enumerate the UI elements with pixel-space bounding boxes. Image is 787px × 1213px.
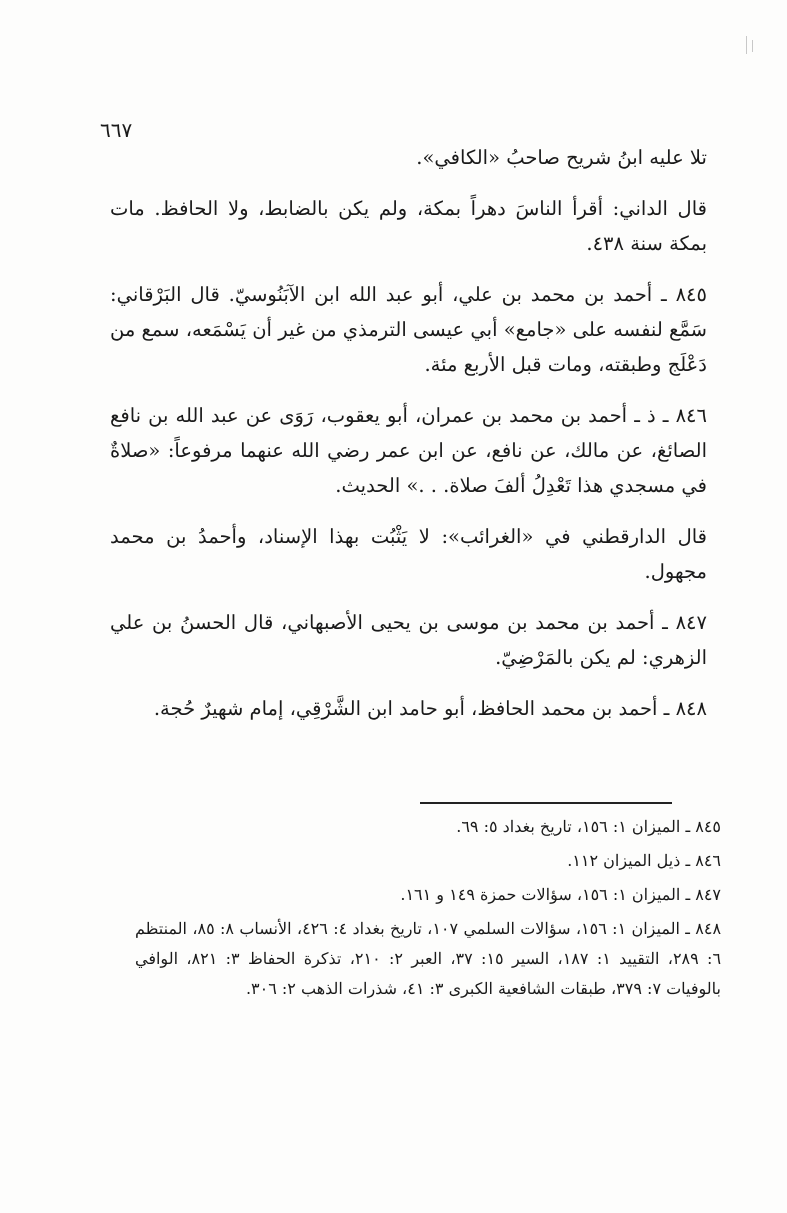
entry-846: ٨٤٦ ـ ذ ـ أحمد بن محمد بن عمران، أبو يعقوب، رَوَى عن عبد الله بن نافع الصائغ، عن مالك، عن نافع، عن ابن عمر رضي الله عنهما مرفوعاً: «صلاةٌ في مسجدي هذا تَعْدِلُ ألفَ صلاة. . .» الحديث. (110, 404, 707, 497)
entry-848: ٨٤٨ ـ أحمد بن محمد الحافظ، أبو حامد ابن الشَّرْقِي، إمام شهيرٌ حُجة. (153, 697, 707, 720)
scan-artifact-line (752, 40, 753, 52)
page-number: ٦٦٧ (100, 118, 133, 142)
paragraph: قال الدارقطني في «الغرائب»: لا يَثْبُت بهذا الإسناد، وأحمدُ بن محمد مجهول. (110, 525, 707, 583)
footnote-divider (420, 802, 672, 804)
footnote: ٨٤٥ ـ الميزان ١: ١٥٦، تاريخ بغداد ٥: ٦٩. (456, 817, 721, 836)
scan-artifact-line (746, 36, 747, 54)
footnotes (135, 812, 721, 1008)
entry-847: ٨٤٧ ـ أحمد بن محمد بن موسى بن يحيى الأصبهاني، قال الحسنُ بن علي الزهري: لم يكن بالمَرْضِيّ. (110, 611, 707, 669)
paragraph: قال الداني: أقرأ الناسَ دهراً بمكة، ولم يكن بالضابط، ولا الحافظ. مات بمكة سنة ٤٣٨. (110, 197, 707, 255)
footnote: ٨٤٧ ـ الميزان ١: ١٥٦، سؤالات حمزة ١٤٩ و ١٦١. (400, 885, 721, 904)
footnote: ٨٤٦ ـ ذيل الميزان ١١٢. (567, 851, 721, 870)
paragraph: تلا عليه ابنُ شريح صاحبُ «الكافي». (416, 146, 707, 169)
entry-845: ٨٤٥ ـ أحمد بن محمد بن علي، أبو عبد الله ابن الآبَنُوسيّ. قال البَرْقاني: سَمَّع لنفسه على «جامع» أبي عيسى الترمذي من غير أن يَسْمَعه، سمع من دَعْلَج وطبقته، ومات قبل الأربع مئة. (110, 283, 707, 376)
main-text (110, 140, 725, 742)
footnote: ٨٤٨ ـ الميزان ١: ١٥٦، سؤالات السلمي ١٠٧، تاريخ بغداد ٤: ٤٢٦، الأنساب ٨: ٨٥، المنتظم ٦: ٢٨٩، التقييد ١: ١٨٧، السير ١٥: ٣٧، العبر ٢: ٢١٠، تذكرة الحفاظ ٣: ٨٢١، الوافي بالوفيات ٧: ٣٧٩، طبقات الشافعية الكبرى ٣: ٤١، شذرات الذهب ٢: ٣٠٦. (135, 919, 722, 998)
